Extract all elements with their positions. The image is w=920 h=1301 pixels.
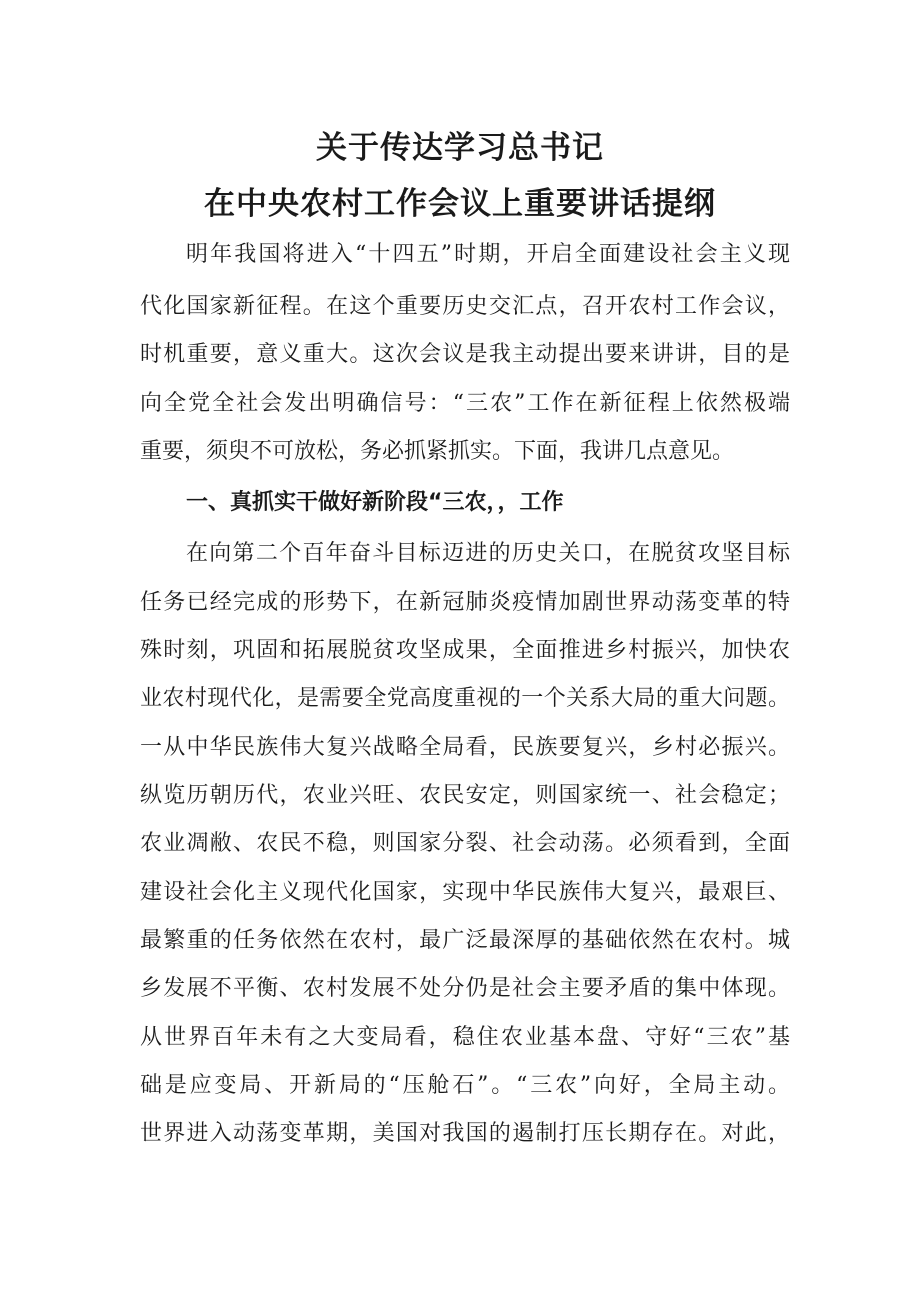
body-line: 建设社会化主义现代化国家，实现中华民族伟大复兴，最艰巨、 [140,880,790,905]
intro-line: 时机重要，意义重大。这次会议是我主动提出要来讲讲，目的是 [140,342,790,367]
document-title-line-1: 关于传达学习总书记 [316,130,604,166]
body-line: 世界进入动荡变革期，美国对我国的遏制打压长期存在。对此， [140,1121,790,1146]
body-line: 从世界百年未有之大变局看，稳住农业基本盘、守好“三农”基 [140,1025,790,1050]
body-line: 殊时刻，巩固和拓展脱贫攻坚成果，全面推进乡村振兴，加快农 [140,638,790,663]
body-line: 最繁重的任务依然在农村，最广泛最深厚的基础依然在农村。城 [140,928,790,953]
intro-line: 代化国家新征程。在这个重要历史交汇点，召开农村工作会议， [140,294,790,319]
body-line: 任务已经完成的形势下，在新冠肺炎疫情加剧世界动荡变革的特 [140,590,790,615]
intro-line: 明年我国将进入“十四五”时期，开启全面建设社会主义现 [186,242,790,267]
section-heading: 一、真抓实干做好新阶段“三农，，工作 [186,490,564,515]
body-line: 础是应变局、开新局的“压舱石”。“三农”向好，全局主动。 [140,1073,790,1098]
intro-line: 重要，须臾不可放松，务必抓紧抓实。下面，我讲几点意见。 [140,439,735,464]
body-line: 纵览历朝历代，农业兴旺、农民安定，则国家统一、社会稳定； [140,783,790,808]
intro-line: 向全党全社会发出明确信号：“三农”工作在新征程上依然极端 [140,391,790,416]
body-line: 农业凋敝、农民不稳，则国家分裂、社会动荡。必须看到，全面 [140,831,790,856]
body-line: 乡发展不平衡、农村发展不处分仍是社会主要矛盾的集中体现。 [140,976,790,1001]
body-line: 一从中华民族伟大复兴战略全局看，民族要复兴，乡村必振兴。 [140,735,790,760]
body-line: 在向第二个百年奋斗目标迈进的历史关口，在脱贫攻坚目标 [186,541,790,566]
document-title-line-2: 在中央农村工作会议上重要讲话提纲 [204,186,716,222]
body-line: 业农村现代化，是需要全党高度重视的一个关系大局的重大问题。 [140,686,790,711]
